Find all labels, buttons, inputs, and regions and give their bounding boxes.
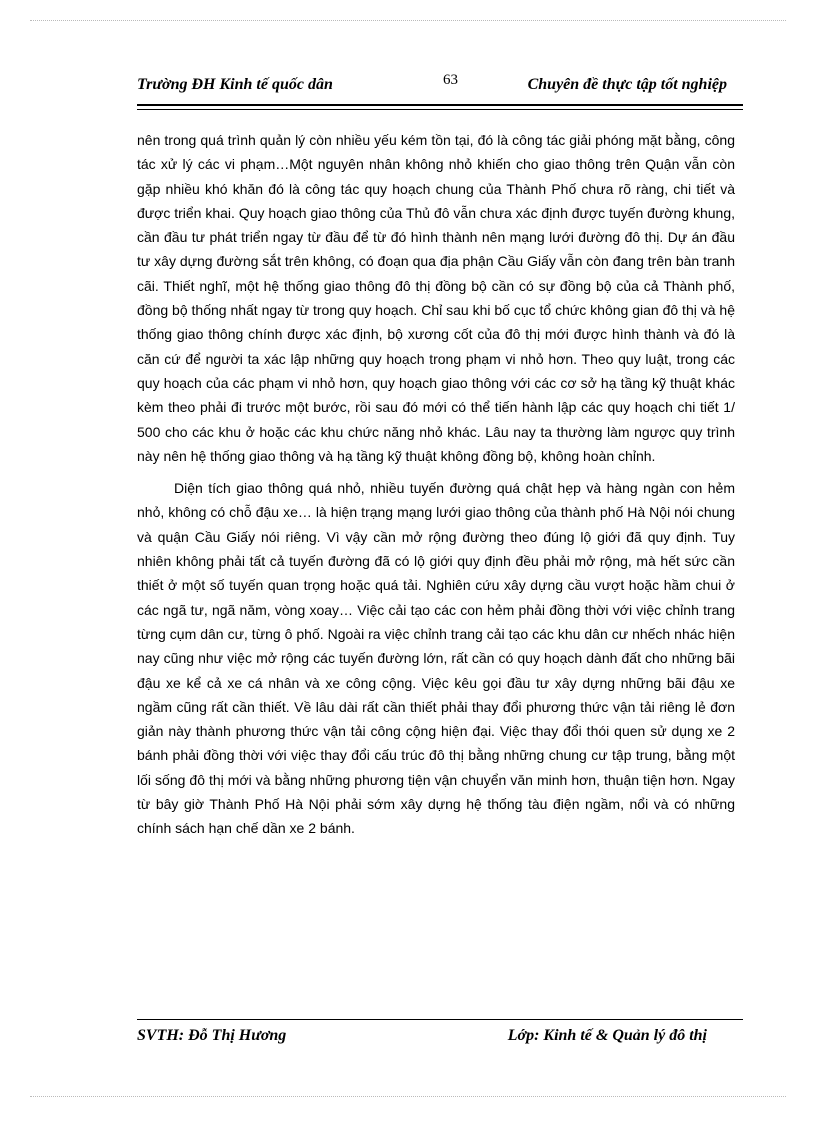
page-footer xyxy=(137,1027,737,1051)
header-double-rule xyxy=(137,104,743,110)
page-bottom-dotted-edge xyxy=(30,1096,786,1097)
header-report-title: Chuyên đề thực tập tốt nghiệp xyxy=(527,76,727,93)
page-number: 63 xyxy=(443,72,458,88)
body-text xyxy=(137,128,735,841)
footer-student: SVTH: Đỗ Thị Hương xyxy=(137,1027,287,1044)
page-header xyxy=(137,72,737,102)
footer-rule xyxy=(137,1019,743,1020)
header-university: Trường ĐH Kinh tế quốc dân xyxy=(137,76,333,93)
paragraph-2: Diện tích giao thông quá nhỏ, nhiều tuyến đường quá chật hẹp và hàng ngàn con hẻm nhỏ, không có chỗ đậu xe… là hiện trạng mạng lưới giao thông của thành phố Hà Nội nói chung và quận Cầu Giấy nói riêng. Vì vậy cần mở rộng đường theo đúng lộ giới đã quy định. Tuy nhiên không phải tất cả tuyến đường đã có lộ giới quy định đều phải mở rộng, mà hết sức cần thiết ở một số tuyến quan trọng hoặc quá tải. Nghiên cứu xây dựng cầu vượt hoặc hầm chui ở các ngã tư, ngã năm, vòng xoay… Việc cải tạo các con hẻm phải đồng thời với việc chỉnh trang từng cụm dân cư, từng ô phố. Ngoài ra việc chỉnh trang cải tạo các khu dân cư nhếch nhác hiện nay cũng như việc mở rộng các tuyến đường lớn, rất cần có quy hoạch dành đất cho những bãi đậu xe kể cả xe cá nhân và xe công cộng. Việc kêu gọi đầu tư xây dựng những bãi đậu xe ngầm cũng rất cần thiết. Về lâu dài rất cần thiết phải thay đổi phương thức vận tải riêng lẻ đơn giản này thành phương thức vận tải công cộng hiện đại. Việc thay đổi thói quen sử dụng xe 2 bánh phải đồng thời với việc thay đổi cấu trúc đô thị bằng những chung cư tập trung, bằng một lối sống đô thị mới và bằng những phương tiện vận chuyển văn minh hơn, thuận tiện hơn. Ngay từ bây giờ Thành Phố Hà Nội phải sớm xây dựng hệ thống tàu điện ngầm, nổi và có những chính sách hạn chế dần xe 2 bánh. xyxy=(137,480,735,837)
page-top-dotted-edge xyxy=(30,20,786,21)
paragraph-1: nên trong quá trình quản lý còn nhiều yếu kém tồn tại, đó là công tác giải phóng mặt bằng, công tác xử lý các vi phạm…Một nguyên nhân không nhỏ khiến cho giao thông trên Quận vẫn còn gặp nhiều khó khăn đó là công tác quy hoạch chung của Thành Phố chưa rõ ràng, chi tiết và được triển khai. Quy hoạch giao thông của Thủ đô vẫn chưa xác định được tuyến đường khung, cần đầu tư phát triển ngay từ đầu để từ đó hình thành nên mạng lưới đường đô thị. Dự án đầu tư xây dựng đường sắt trên không, có đoạn qua địa phận Cầu Giấy vẫn còn đang trên bàn tranh cãi. Thiết nghĩ, một hệ thống giao thông đô thị đồng bộ cần có sự đồng bộ của cả Thành phố, đồng bộ thống nhất ngay từ trong quy hoạch. Chỉ sau khi bố cục tổ chức không gian đô thị và hệ thống giao thông chính được xác định, bộ xương cốt của đô thị mới được hình thành và đó là căn cứ để người ta xác lập những quy hoạch trong phạm vi nhỏ hơn. Theo quy luật, trong các quy hoạch của các phạm vi nhỏ hơn, quy hoạch giao thông với các cơ sở hạ tầng kỹ thuật khác kèm theo phải đi trước một bước, rồi sau đó mới có thể tiến hành lập các quy hoạch chi tiết 1/ 500 cho các khu ở hoặc các khu chức năng nhỏ khác. Lâu nay ta thường làm ngược quy trình này nên hệ thống giao thông và hạ tầng kỹ thuật không đồng bộ, không hoàn chỉnh. xyxy=(137,132,735,464)
footer-class: Lớp: Kinh tế & Quản lý đô thị xyxy=(507,1027,707,1044)
